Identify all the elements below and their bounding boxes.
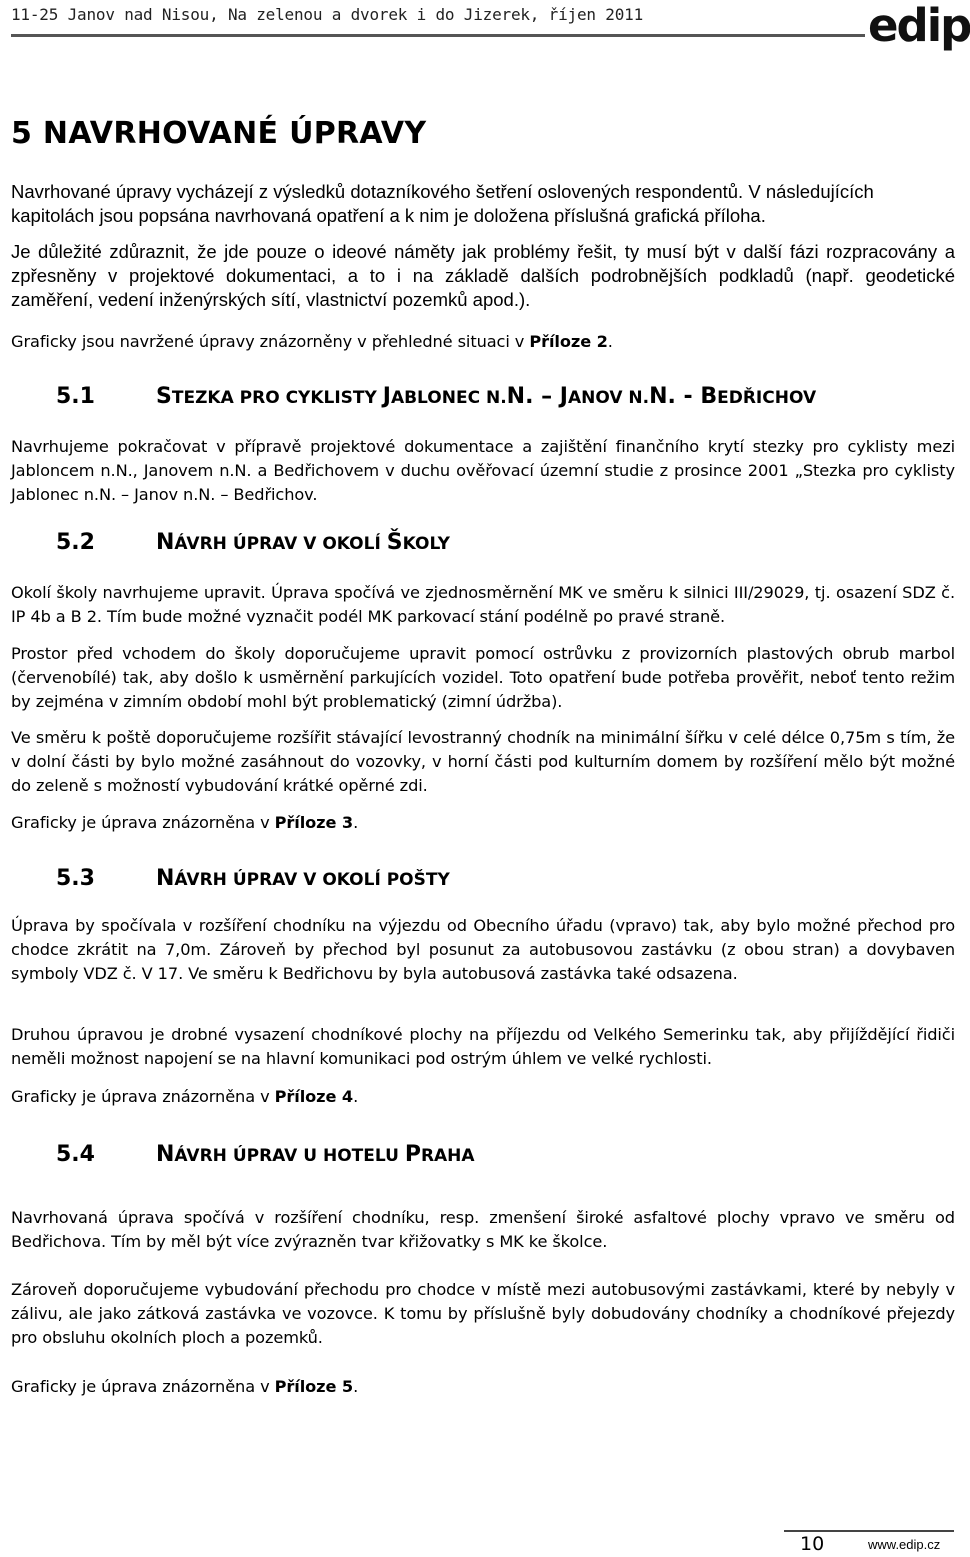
page-header xyxy=(0,0,970,52)
intro-paragraph-2: Je důležité zdůraznit, že jde pouze o ideové náměty jak problémy řešit, ty musí být v další fázi rozpracovány a zpřesněny v projektové dokumentaci, a to i na základě dalších podrobnějších podkladů (např. geodetické zaměření, vedení inženýrských sítí, vlastnictví pozemků apod.). xyxy=(11,241,955,310)
header-title: 11-25 Janov nad Nisou, Na zelenou a dvorek i do Jizerek, říjen 2011 xyxy=(11,5,643,24)
attachment-ref: Příloze 4 xyxy=(274,1087,354,1106)
intro-paragraph-1: Navrhované úpravy vycházejí z výsledků dotazníkového šetření oslovených respondentů. V následujících kapitolách jsou popsána navrhovaná opatření a k nim je doložena příslušná grafická příloha. xyxy=(11,181,874,226)
attachment-ref: Příloze 3 xyxy=(274,813,354,832)
intro-3-text: Graficky jsou navržené úpravy znázorněny v přehledné situaci v xyxy=(11,332,530,351)
section-5-2-paragraph-2: Prostor před vchodem do školy doporučujeme upravit pomocí ostrůvku z provizorních plastových obrub marbol (červenobílé) tak, aby došlo k usměrnění parkujících vozidel. Toto opatření bude potřeba prověřit, neboť tento režim by zejména v zimním období mohl být problematický (zimní údržba). xyxy=(11,644,955,711)
section-5-4-paragraph-2: Zároveň doporučujeme vybudování přechodu pro chodce v místě mezi autobusovými zastávkami, které by nebyly v zálivu, ale jako zátková zastávka ve vozovce. K tomu by příslušně byly dobudovány chodníky a chodníkové přejezdy pro obsluhu okolních ploch a pozemků. xyxy=(11,1280,955,1347)
page-number: 10 xyxy=(800,1533,825,1555)
section-5-3-paragraph-1: Úprava by spočívala v rozšíření chodníku na výjezdu od Obecního úřadu (vpravo) tak, aby bylo možné přechod pro chodce zkrátit na 7,0m. Zároveň by přechod byl posunut za autobusovou zastávku (z obou stran) a dovybaven symboly VDZ č. V 17. Ve směru k Bedřichovu by byla autobusová zastávka také odsazena. xyxy=(11,916,955,983)
section-5-2-paragraph-3: Ve směru k poště doporučujeme rozšířit stávající levostranný chodník na minimální šířku v celé délce 0,75m s tím, že v dolní části by bylo možné zasáhnout do vozovky, v horní části pod kulturním domem by rozšíření mělo být možné do zeleně s možností vybudování krátké opěrné zdi. xyxy=(11,728,955,795)
footer-url: www.edip.cz xyxy=(868,1537,941,1552)
header-divider xyxy=(11,34,865,37)
section-5-4-paragraph-1: Navrhovaná úprava spočívá v rozšíření chodníku, resp. zmenšení široké asfaltové plochy vpravo ve směru od Bedřichova. Tím by měl být více zvýrazněn tvar křižovatky s MK ke školce. xyxy=(11,1208,955,1251)
section-heading-5-1: 5.1 STEZKA PRO CYKLISTY JABLONEC N.N. – JANOV N.N. - BEDŘICHOV xyxy=(56,384,817,409)
intro-paragraph-3: Graficky jsou navržené úpravy znázorněny v přehledné situaci v Příloze 2. xyxy=(11,332,613,351)
section-5-2-paragraph-1: Okolí školy navrhujeme upravit. Úprava spočívá ve zjednosměrnění MK ve směru k silnici III/29029, tj. osazení SDZ č. IP 4b a B 2. Tím bude možné vyznačit podél MK parkovací stání podélně po pravé straně. xyxy=(11,583,955,626)
section-heading-5-4: 5.4 NÁVRH ÚPRAV U HOTELU PRAHA xyxy=(56,1142,475,1167)
section-number: 5.4 xyxy=(56,1142,95,1167)
section-5-3-paragraph-2: Druhou úpravou je drobné vysazení chodníkové plochy na příjezdu od Velkého Semerinku tak, aby přijíždějící řidiči neměli možnost napojení se na hlavní komunikaci pod ostrým úhlem ve velké rychlosti. xyxy=(11,1025,955,1068)
section-heading-5-2: 5.2 NÁVRH ÚPRAV V OKOLÍ ŠKOLY xyxy=(56,530,450,555)
footer-divider xyxy=(784,1530,954,1532)
section-number: 5.3 xyxy=(56,866,95,891)
section-number: 5.2 xyxy=(56,530,95,555)
section-5-1-paragraph: Navrhujeme pokračovat v přípravě projektové dokumentace a zajištění finančního krytí stezky pro cyklisty mezi Jabloncem n.N., Janovem n.N. a Bedřichovem v duchu ověřovací územní studie z prosince 2001 „Stezka pro cyklisty Jablonec n.N. – Janov n.N. – Bedřichov. xyxy=(11,437,955,504)
section-number: 5.1 xyxy=(56,384,95,409)
attachment-ref: Příloze 2 xyxy=(529,332,608,351)
section-heading-5-3: 5.3 NÁVRH ÚPRAV V OKOLÍ POŠTY xyxy=(56,866,450,891)
section-5-2-graphic-note: Graficky je úprava znázorněna v Příloze 3. xyxy=(11,813,359,832)
edip-logo: edip xyxy=(868,0,970,52)
attachment-ref: Příloze 5 xyxy=(274,1377,354,1396)
section-5-4-graphic-note: Graficky je úprava znázorněna v Příloze 5. xyxy=(11,1377,359,1396)
chapter-title: 5 NAVRHOVANÉ ÚPRAVY xyxy=(11,116,427,151)
section-5-3-graphic-note: Graficky je úprava znázorněna v Příloze 4. xyxy=(11,1087,359,1106)
